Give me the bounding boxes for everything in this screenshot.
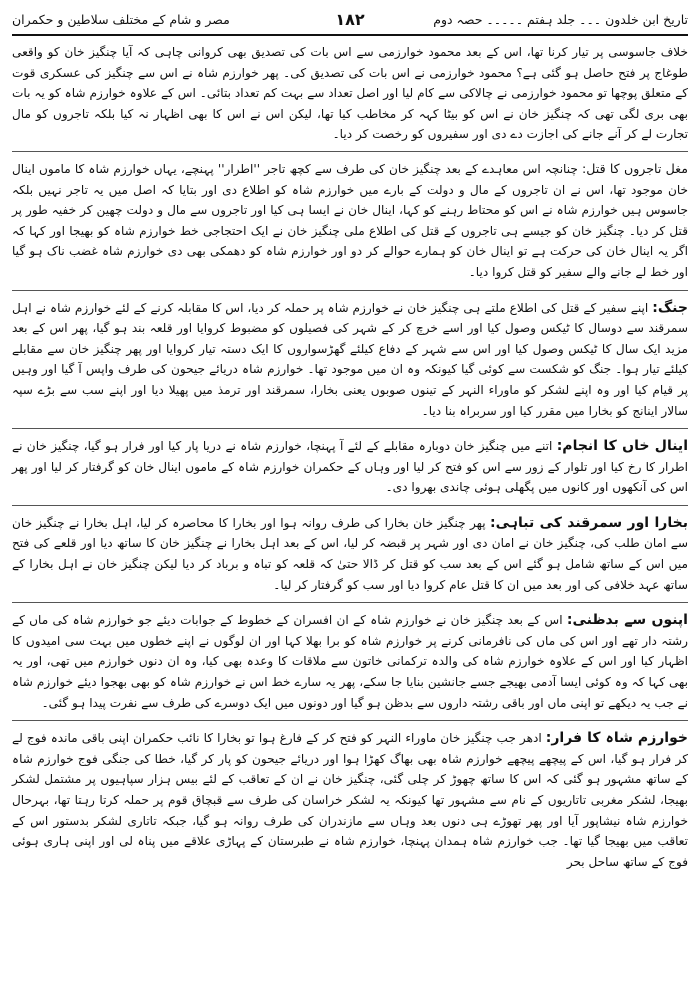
divider [12, 428, 688, 429]
paragraph-text: اس کے بعد چنگیز خان نے خوارزم شاہ کے ان افسران کے خطوط کے جوابات دیئے جو خوارزم شاہ کی ماں کے رشتہ دار تھے اور اس کی ماں کی نافرمانی کرنے پر خوارزم شاہ کو برا بھلا کہا اور ان لوگوں نے اپنے خطوں میں بہت سی امیدوں کا اظہار کیا اور اس کے علاوہ خوارزم شاہ کی والدہ ترکمانی خاتون سے ملاقات کا وعدہ بھی کیا، وہ ان دنوں خوارزم میں تھی، اور یہ بھی کہا کہ وہ کوئی ایسا آدمی بھیجے جسے جانشین بنایا جا سکے، پھر یہ سارے خط اس نے خوارزم شاہ کو بھی بھجوا دیئے خوارزم شاہ نے جب یہ دیکھے تو اپنی ماں اور باقی رشتہ داروں سے بدظن ہو گیا اور دونوں میں ایک دوسرے کی طرف سے نفرت پیدا ہو گئی۔ [12, 613, 688, 710]
divider [12, 720, 688, 721]
paragraph [12, 436, 688, 498]
book-title: تاریخ ابن خلدون ۔۔۔ جلد ہفتم ۔۔۔۔۔ حصہ دوم [433, 13, 688, 27]
paragraph-text: ادھر جب چنگیز خان ماوراء النہر کو فتح کر کے فارغ ہوا تو بخارا کا نائب حکمران اپنی باقی ماندہ فوج لے کر فرار ہو گیا، اس کے پیچھے پیچھے خوارزم شاہ بھی بھاگ کھڑا ہوا اور دریائے جیحون کو پار کر گیا، خطا کی جنگی فوج خوارزم شاہ کے ساتھ مشہور ہو گئی کہ اس کا ساتھ چھوڑ کر چلی گئی، چنگیز خان نے ان کے تعاقب کے لئے بیس ہزار سپاہیوں پر مشتمل لشکر بھیجا، لشکر مغربی تاتاریوں کے نام سے مشہور تھا کیونکہ یہ لشکر خراسان کی طرف سے قبچاق قوم پر حملہ کرتا رہتا تھا، بہرحال خوارزم شاہ نیشاپور آیا اور پھر تھوڑے ہی دنوں بعد وہاں سے مازندران کی طرف روانہ ہو گیا، جبکہ تاتاری لشکر بدستور اس کے تعاقب میں بھیجا گیا تھا۔ جب خوارزم شاہ ہمدان پہنچا، خوارزم شاہ نے طبرستان کے پہاڑی علاقے میں پناہ لی اور اپنی ہاری ہوئی فوج کے ساتھ ساحل بحر [12, 731, 688, 869]
paragraph-text: اتنے میں چنگیز خان دوبارہ مقابلے کے لئے آ پہنچا، خوارزم شاہ نے دریا پار کیا اور فرار ہو گیا، چنگیز خان نے اطرار کا رخ کیا اور تلوار کے زور سے اس کو فتح کر لیا اور وہاں کے حکمران خوارزم شاہ کے ماموں اینال خان کو گرفتار کر لیا اور پھر اس کی آنکھوں اور کانوں میں پگھلی ہوئی چاندی بھروا دی۔ [12, 439, 688, 495]
section-heading: مغل تاجروں کا قتل: [581, 160, 688, 176]
paragraph [12, 42, 688, 145]
divider [12, 151, 688, 152]
page-header [12, 6, 688, 36]
section-heading: اپنوں سے بدظنی: [566, 612, 688, 629]
paragraph [12, 159, 688, 283]
page-content [12, 36, 688, 872]
paragraph [12, 513, 688, 595]
section-heading: خوارزم شاہ کا فرار: [545, 730, 688, 747]
paragraph-text: چنانچہ اس معاہدے کے بعد چنگیز خان کی طرف سے کچھ تاجر ''اطرار'' پہنچے، یہاں خوارزم شاہ کا ماموں اینال خان موجود تھا، اس نے ان تاجروں کے مال و دولت کے بارے میں خوارزم شاہ کو اطلاع دی اور بتایا کہ اصل میں یہ تاجر نہیں بلکہ جاسوس ہیں خوارزم شاہ نے اس کو محتاط رہنے کو کہا، اینال خان نے ایسا ہی کیا اور تاجروں سے مال و دولت چھین کر خفیہ طور پر قتل کر دیا۔ چنگیز خان کو جیسے ہی تاجروں کے قتل کی اطلاع ملی چنگیز خان نے ایک احتجاجی خط خوارزم شاہ کو بھیجا اور کہا کہ اگر یہ اینال خان کی حرکت ہے تو اینال خان کو ہمارے حوالے کر دو اور خوارزم شاہ کو دھمکی بھی دی خوارزم شاہ غضب ناک ہو گیا اور خط لے جانے والے سفیر کو قتل کروا دیا۔ [12, 161, 688, 279]
paragraph-text: اپنے سفیر کے قتل کی اطلاع ملتے ہی چنگیز خان نے خوارزم شاہ پر حملہ کر دیا، اس کا مقابلہ کرنے کے لئے خوارزم شاہ نے اہل سمرقند سے دوسال کا ٹیکس وصول کیا اور اسے خرچ کر کے شہر کی فصیلوں کو مضبوط کروایا اور قلعہ بند ہو گیا، پھر اس کے بعد مزید ایک سال کا ٹیکس وصول کیا اور اس سے شہر کے دفاع کیلئے گھڑسواروں کا ایک دستہ تیار کروایا اور پھر چنگیز خان سے مقابلے کیلئے تیار ہوا۔ جنگ کو شکست سے کوئی گیا کیونکہ وہ ان میں موجود تھا۔ خوارزم شاہ دریائے جیحون کی طرف واپس آ گیا اور وہیں پر قیام کیا اور وہ اپنے لشکر کو ماوراء النہر کے تینوں صوبوں یعنی بخارا، سمرقند اور ترمذ میں پھیلا دیا اور اپنے سب سے بڑے سپہ سالار اینانج کو بخارا میں مقرر کیا اور سربراہ بنا دیا۔ [12, 300, 688, 418]
section-heading: بخارا اور سمرقند کی تباہی: [490, 514, 688, 531]
paragraph-text: خلاف جاسوسی پر تیار کرنا تھا، اس کے بعد محمود خوارزمی سے اس بات کی تصدیق بھی کروانی چاہی کہ آیا چنگیز خان کو واقعی طوغاج پر فتح حاصل ہو گئی ہے؟ محمود خوارزمی نے اس بات کی تصدیق کی۔ پھر خوارزم شاہ نے اس سے چنگیز کی عسکری قوت کے متعلق پوچھا تو محمود خوارزمی نے چالاکی سے کام لیا اور اصل تعداد سے بہت کم تعداد بتائی۔ اس کے علاوہ خوارزم شاہ کو یہ بات بھی بری لگی تھی کہ چنگیز خان نے اس کو بیٹا کہہ کر مخاطب کیا تھا، لیکن اس نے اس کا بھی اظہار نہ کیا بلکہ تاجروں کو مال تجارت لے کر آنے جانے کی اجازت دے دی اور سفیروں کو رخصت کر دیا۔ [12, 45, 688, 142]
section-heading: اینال خاں کا انجام: [556, 438, 688, 455]
divider [12, 505, 688, 506]
section-title: مصر و شام کے مختلف سلاطین و حکمران [12, 13, 230, 27]
paragraph [12, 610, 688, 713]
paragraph-text: پھر چنگیز خان بخارا کی طرف روانہ ہوا اور بخارا کا محاصرہ کر لیا، اہل بخارا نے چنگیز خان سے امان طلب کی، چنگیز خان نے امان دی اور شہر پر قبضہ کر لیا، اس کے بعد اہل بخارا نے چنگیز خان کا ساتھ دیا اور قلعے کی فتح میں اس کے ساتھ شامل ہو گئے اس کے بعد سب کو قتل کر ڈالا حتیٰ کہ قلعہ کو تباہ و برباد کر دیا لیکن چنگیز خان نے اہل بخارا کے ساتھ عہد خلافی کی اور بعد میں ان کا قتل عام کروا دیا اور سب کو گرفتار کر لیا۔ [12, 515, 688, 592]
section-heading: جنگ: [652, 299, 688, 316]
paragraph [12, 298, 688, 422]
divider [12, 602, 688, 603]
paragraph [12, 728, 688, 872]
page-number: ۱۸۲ [335, 10, 365, 30]
divider [12, 290, 688, 291]
